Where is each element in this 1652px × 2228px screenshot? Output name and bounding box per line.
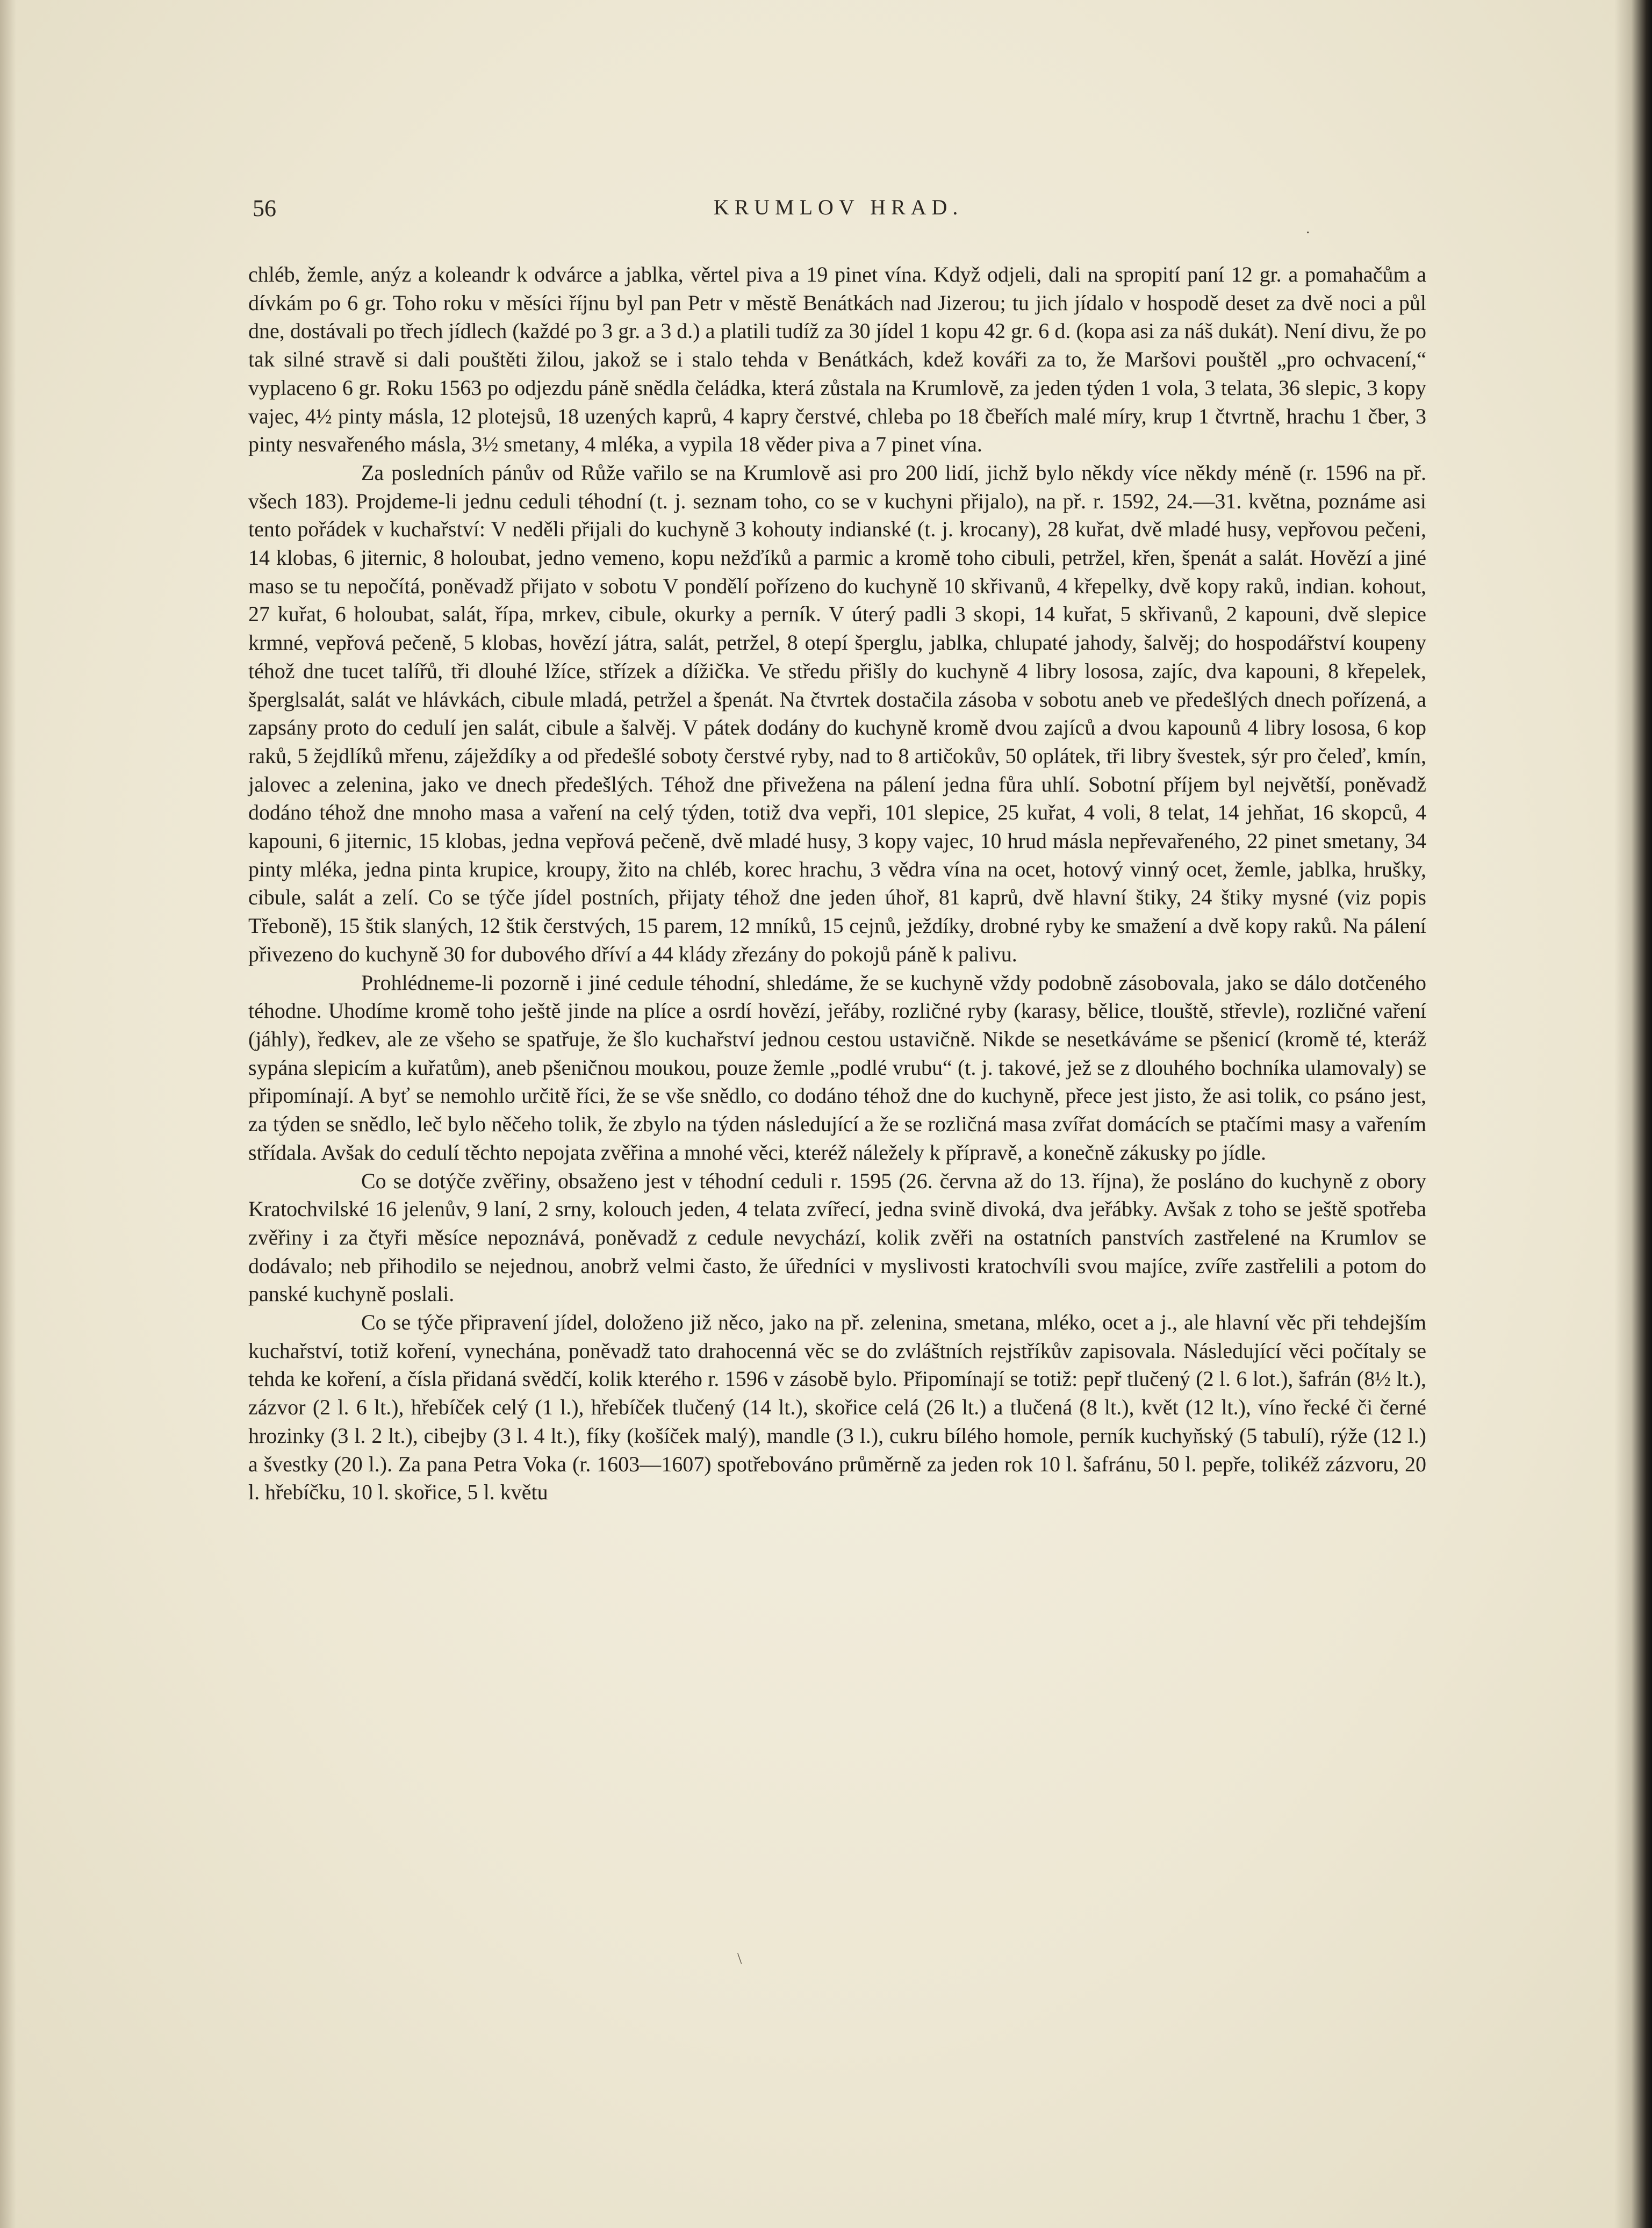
page-edge-shadow	[0, 0, 16, 2228]
page-header	[253, 195, 1424, 227]
stray-mark: \	[737, 1950, 742, 1967]
book-gutter-shadow	[1614, 0, 1652, 2228]
running-title: KRUMLOV HRAD.	[713, 195, 964, 219]
paragraph: Co se týče připravení jídel, doloženo již něco, jako na př. zelenina, smetana, mléko, ocet a j., ale hlavní věc při tehdejším kuchařství, totiž koření, vynechána, poněvadž tato drahocenná věc se do zvláštních rejstříkův zapisovala. Následující věci počítaly se tehda ke koření, a čísla přidaná svědčí, kolik kterého r. 1596 v zásobě bylo. Připomínají se totiž: pepř tlučený (2 l. 6 lot.), šafrán (8½ lt.), zázvor (2 l. 6 lt.), hřebíček celý (1 l.), hřebíček tlučený (14 lt.), skořice celá (26 lt.) a tlučená (8 lt.), květ (12 lt.), víno řecké či černé hrozinky (3 l. 2 lt.), cibejby (3 l. 4 lt.), fíky (košíček malý), mandle (3 l.), cukru bílého homole, perník kuchyňský (5 tabulí), rýže (12 l.) a švestky (20 l.). Za pana Petra Voka (r. 1603—1607) spotřebováno průměrně za jeden rok 10 l. šafránu, 50 l. pepře, tolikéž zázvoru, 20 l. hřebíčku, 10 l. skořice, 5 l. květu	[248, 1310, 1426, 1505]
paragraph-continuation: chléb, žemle, anýz a koleandr k odvárce a jablka, věrtel piva a 19 pinet vína. Když odjeli, dali na spropití paní 12 gr. a pomahačům a dívkám po 6 gr. Toho roku v měsíci říjnu byl pan Petr v městě Benátkách nad Jizerou; tu jich jídalo v hospodě deset za dvě noci a půl dne, dostávali po třech jídlech (každé po 3 gr. a 3 d.) a platili tudíž za 30 jídel 1 kopu 42 gr. 6 d. (kopa asi za náš dukát). Není divu, že po tak silné stravě si dali pouštěti žilou, jakož se i stalo tehda v Benátkách, kdež kováři za to, že Maršovi pouštěl „pro ochvacení,“ vyplaceno 6 gr. Roku 1563 po odjezdu páně snědla čeládka, která zůstala na Krumlově, za jeden týden 1 vola, 3 telata, 36 slepic, 3 kopy vajec, 4½ pinty másla, 12 plotejsů, 18 uzených kaprů, 4 kapry čerstvé, chleba po 18 čbeřích malé míry, krup 1 čtvrtně, hrachu 1 čber, 3 pinty nesvařeného másla, 3½ smetany, 4 mléka, a vypila 18 věder piva a 7 pinet vína.	[248, 262, 1426, 457]
body-text	[248, 261, 1426, 1507]
page-number: 56	[253, 195, 276, 221]
stray-mark: .	[1306, 219, 1310, 237]
paragraph: Co se dotýče zvěřiny, obsaženo jest v téhodní ceduli r. 1595 (26. června až do 13. října), že posláno do kuchyně z obory Kratochvilské 16 jelenův, 9 laní, 2 srny, kolouch jeden, 4 telata zvířecí, jedna svině divoká, dva jeřábky. Avšak z toho se ještě spotřeba zvěřiny i za čtyři měsíce nepoznává, poněvadž z cedule nevychází, kolik zvěři na ostatních panstvích zastřelené na Krumlov se dodávalo; neb přihodilo se nejednou, anobrž velmi často, že úředníci v myslivosti kratochvíli svou majíce, zvíře zastřelili a potom do panské kuchyně poslali.	[248, 1168, 1426, 1306]
paragraph: Za posledních pánův od Růže vařilo se na Krumlově asi pro 200 lidí, jichž bylo někdy více někdy méně (r. 1596 na př. všech 183). Projdeme-li jednu ceduli téhodní (t. j. seznam toho, co se v kuchyni přijalo), na př. r. 1592, 24.—31. května, poznáme asi tento pořádek v kuchařství: V neděli přijali do kuchyně 3 kohouty indianské (t. j. krocany), 28 kuřat, dvě mladé husy, vepřovou pečeni, 14 klobas, 6 jiternic, 8 holoubat, jedno vemeno, kopu nežďíků a parmic a kromě toho cibuli, petržel, křen, špenát a salát. Hovězí a jiné maso se tu nepočítá, poněvadž přijato v sobotu V pondělí pořízeno do kuchyně 10 skřivanů, 4 křepelky, dvě kopy raků, indian. kohout, 27 kuřat, 6 holoubat, salát, řípa, mrkev, cibule, okurky a perník. V úterý padli 3 skopi, 14 kuřat, 5 skřivanů, 2 kapouni, dvě slepice krmné, vepřová pečeně, 5 klobas, hovězí játra, salát, petržel, 8 otepí šperglu, jablka, chlupaté jahody, šalvěj; do hospodářství koupeny téhož dne tucet talířů, tři dlouhé lžíce, střízek a dížička. Ve středu přišly do kuchyně 4 libry lososa, zajíc, dva kapouni, 8 křepelek, šperglsalát, salát ve hlávkách, cibule mladá, petržel a špenát. Na čtvrtek dostačila zásoba v sobotu aneb ve předešlých dnech pořízená, a zapsány proto do cedulí jen salát, cibule a šalvěj. V pátek dodány do kuchyně kromě dvou zajíců a dvou kapounů 4 libry lososa, 6 kop raků, 5 žejdlíků mřenu, záježdíky a od předešlé soboty čerstvé ryby, nad to 8 artičokův, 50 oplátek, tři libry švestek, sýr pro čeleď, kmín, jalovec a zelenina, jako ve dnech předešlých. Téhož dne přivežena na pálení jedna fůra uhlí. Sobotní příjem byl největší, poněvadž dodáno téhož dne mnoho masa a vaření na celý týden, totiž dva vepři, 101 slepice, 25 kuřat, 4 voli, 8 telat, 14 jehňat, 16 skopců, 4 kapouni, 6 jiternic, 15 klobas, jedna vepřová pečeně, dvě mladé husy, 3 kopy vajec, 10 hrud másla nepřevařeného, 22 pinet smetany, 34 pinty mléka, jedna pinta krupice, kroupy, žito na chléb, korec hrachu, 3 vědra vína na ocet, hotový vinný ocet, žemle, jablka, hrušky, cibule, salát a zelí. Co se týče jídel postních, přijaty téhož dne jeden úhoř, 81 kaprů, dvě hlavní štiky, 24 štiky mysné (viz popis Třeboně), 15 štik slaných, 12 štik čerstvých, 15 parem, 12 mníků, 15 cejnů, ježdíky, drobné ryby ke smažení a dvě kopy raků. Na pálení přivezeno do kuchyně 30 for dubového dříví a 44 klády zřezány do pokojů páně k palivu.	[248, 460, 1426, 966]
paragraph: Prohlédneme-li pozorně i jiné cedule téhodní, shledáme, že se kuchyně vždy podobně zásobovala, jako se dálo dotčeného téhodne. Uhodíme kromě toho ještě jinde na plíce a osrdí hovězí, jeřáby, rozličné ryby (karasy, bělice, tlouště, střevle), rozličné vaření (jáhly), ředkev, ale ze všeho se spatřuje, že šlo kuchařství jednou cestou ustavičně. Nikde se nesetkáváme se pšenicí (kromě té, kteráž sypána slepicím a kuřatům), aneb pšeničnou moukou, pouze žemle „podlé vrubu“ (t. j. takové, jež se z dlouhého bochníka ulamovaly) se připomínají. A byť se nemohlo určitě říci, že se vše snědlo, co dodáno téhož dne do kuchyně, přece jest jisto, že asi tolik, co psáno jest, za týden se snědlo, leč bylo něčeho tolik, že zbylo na týden následující a že se rozličná masa zvířat domácích se ptačími masy a vařením střídala. Avšak do cedulí těchto nepojata zvěřina a mnohé věci, kteréž náležely k přípravě, a konečně zákusky po jídle.	[248, 970, 1426, 1165]
